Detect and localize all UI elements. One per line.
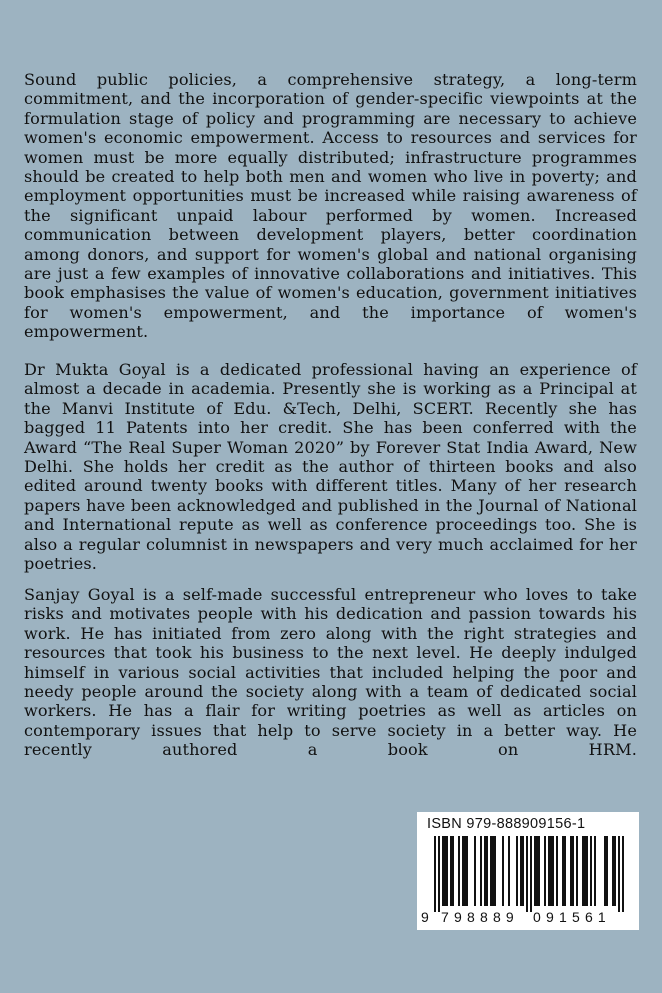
barcode-bar — [606, 836, 608, 906]
barcode-bar — [502, 836, 504, 906]
barcode-bar — [464, 836, 466, 906]
barcode-bars — [417, 836, 639, 912]
barcode-bar — [570, 836, 572, 906]
isbn-label: ISBN 979-888909156-1 — [427, 816, 586, 832]
barcode-bar — [556, 836, 558, 906]
barcode-bar — [582, 836, 584, 906]
barcode-bar — [538, 836, 540, 906]
barcode-digit-group-right: 091561 — [533, 909, 611, 925]
author-bio-sanjay-goyal: Sanjay Goyal is a self-made successful entrepreneur who loves to take risks and motivates people with his dedication and passion towards his work. He has initiated from zero along with the right strategies and resources that took his business to the next level. He deeply indulged himself in various social activities that included helping the poor and needy people around the society along with a team of dedicated social workers. He has a flair for writing poetries as well as articles on contemporary issues that help to serve society in a better way. He recently authored a book on HRM. — [24, 585, 637, 760]
barcode-bar — [550, 836, 552, 906]
barcode-bar — [466, 836, 468, 906]
barcode-bar — [446, 836, 448, 906]
barcode-bar — [576, 836, 578, 906]
author-bio-mukta-goyal: Dr Mukta Goyal is a dedicated professional having an experience of almost a decade in academia. Presently she is working as a Principal at the Manvi Institute of Edu. &Tech, Delhi, SCERT. Recently she has bagged 11 Patents into her credit. She has been conferred with the Award “The Real Super Woman 2020” by Forever Stat India Award, New Delhi. She holds her credit as the author of thirteen books and also edited around twenty books with different titles. Many of her research papers have been acknowledged and published in the Journal of National and International repute as well as conference proceedings too. She is also a regular columnist in newspapers and very much acclaimed for her poetries. — [24, 360, 637, 574]
barcode-bar — [444, 836, 446, 906]
barcode-bar — [516, 836, 518, 906]
barcode-bar — [442, 836, 444, 906]
barcode-bar — [438, 836, 440, 912]
barcode-bar — [486, 836, 488, 906]
barcode-bar — [480, 836, 482, 906]
barcode-bar — [562, 836, 564, 906]
synopsis-paragraph: Sound public policies, a comprehensive strategy, a long-term commitment, and the incorporation of gender-specific viewpoints at the formulation stage of policy and programming are necessary to achieve women's economic empowerment. Access to resources and services for women must be more equally distributed; infrastructure programmes should be created to help both men and women who live in poverty; and employment opportunities must be increased while raising awareness of the significant unpaid labour performed by women. Increased communication between development players, better coordination among donors, and support for women's global and national organising are just a few examples of innovative collaborations and initiatives. This book emphasises the value of women's education, government initiatives for women's empowerment, and the importance of women's empowerment. — [24, 70, 637, 342]
barcode-bar — [534, 836, 536, 906]
barcode-bar — [612, 836, 614, 906]
barcode-bar — [604, 836, 606, 906]
barcode-bar — [584, 836, 586, 906]
barcode-bar — [622, 836, 624, 912]
barcode-bar — [494, 836, 496, 906]
barcode-bar — [548, 836, 550, 906]
isbn-barcode — [417, 812, 639, 930]
barcode-bar — [520, 836, 522, 906]
barcode-bar — [462, 836, 464, 906]
barcode-bar — [586, 836, 588, 906]
barcode-bar — [490, 836, 492, 906]
barcode-bar — [474, 836, 476, 906]
barcode-bar — [594, 836, 596, 906]
barcode-bar — [536, 836, 538, 906]
barcode-bar — [564, 836, 566, 906]
barcode-bar — [492, 836, 494, 906]
barcode-bar — [450, 836, 452, 906]
barcode-bar — [484, 836, 486, 906]
barcode-bar — [434, 836, 436, 912]
barcode-bar — [522, 836, 524, 906]
barcode-bar — [544, 836, 546, 906]
barcode-bar — [458, 836, 460, 906]
barcode-digits — [417, 909, 639, 929]
barcode-bar — [526, 836, 528, 912]
barcode-bar — [452, 836, 454, 906]
barcode-digit-prefix: 9 — [421, 909, 429, 925]
barcode-bar — [508, 836, 510, 906]
barcode-bar — [572, 836, 574, 906]
barcode-bar — [530, 836, 532, 912]
barcode-bar — [618, 836, 620, 912]
barcode-bar — [590, 836, 592, 906]
barcode-bar — [614, 836, 616, 906]
barcode-bar — [552, 836, 554, 906]
barcode-digit-group-left: 798889 — [441, 909, 519, 925]
